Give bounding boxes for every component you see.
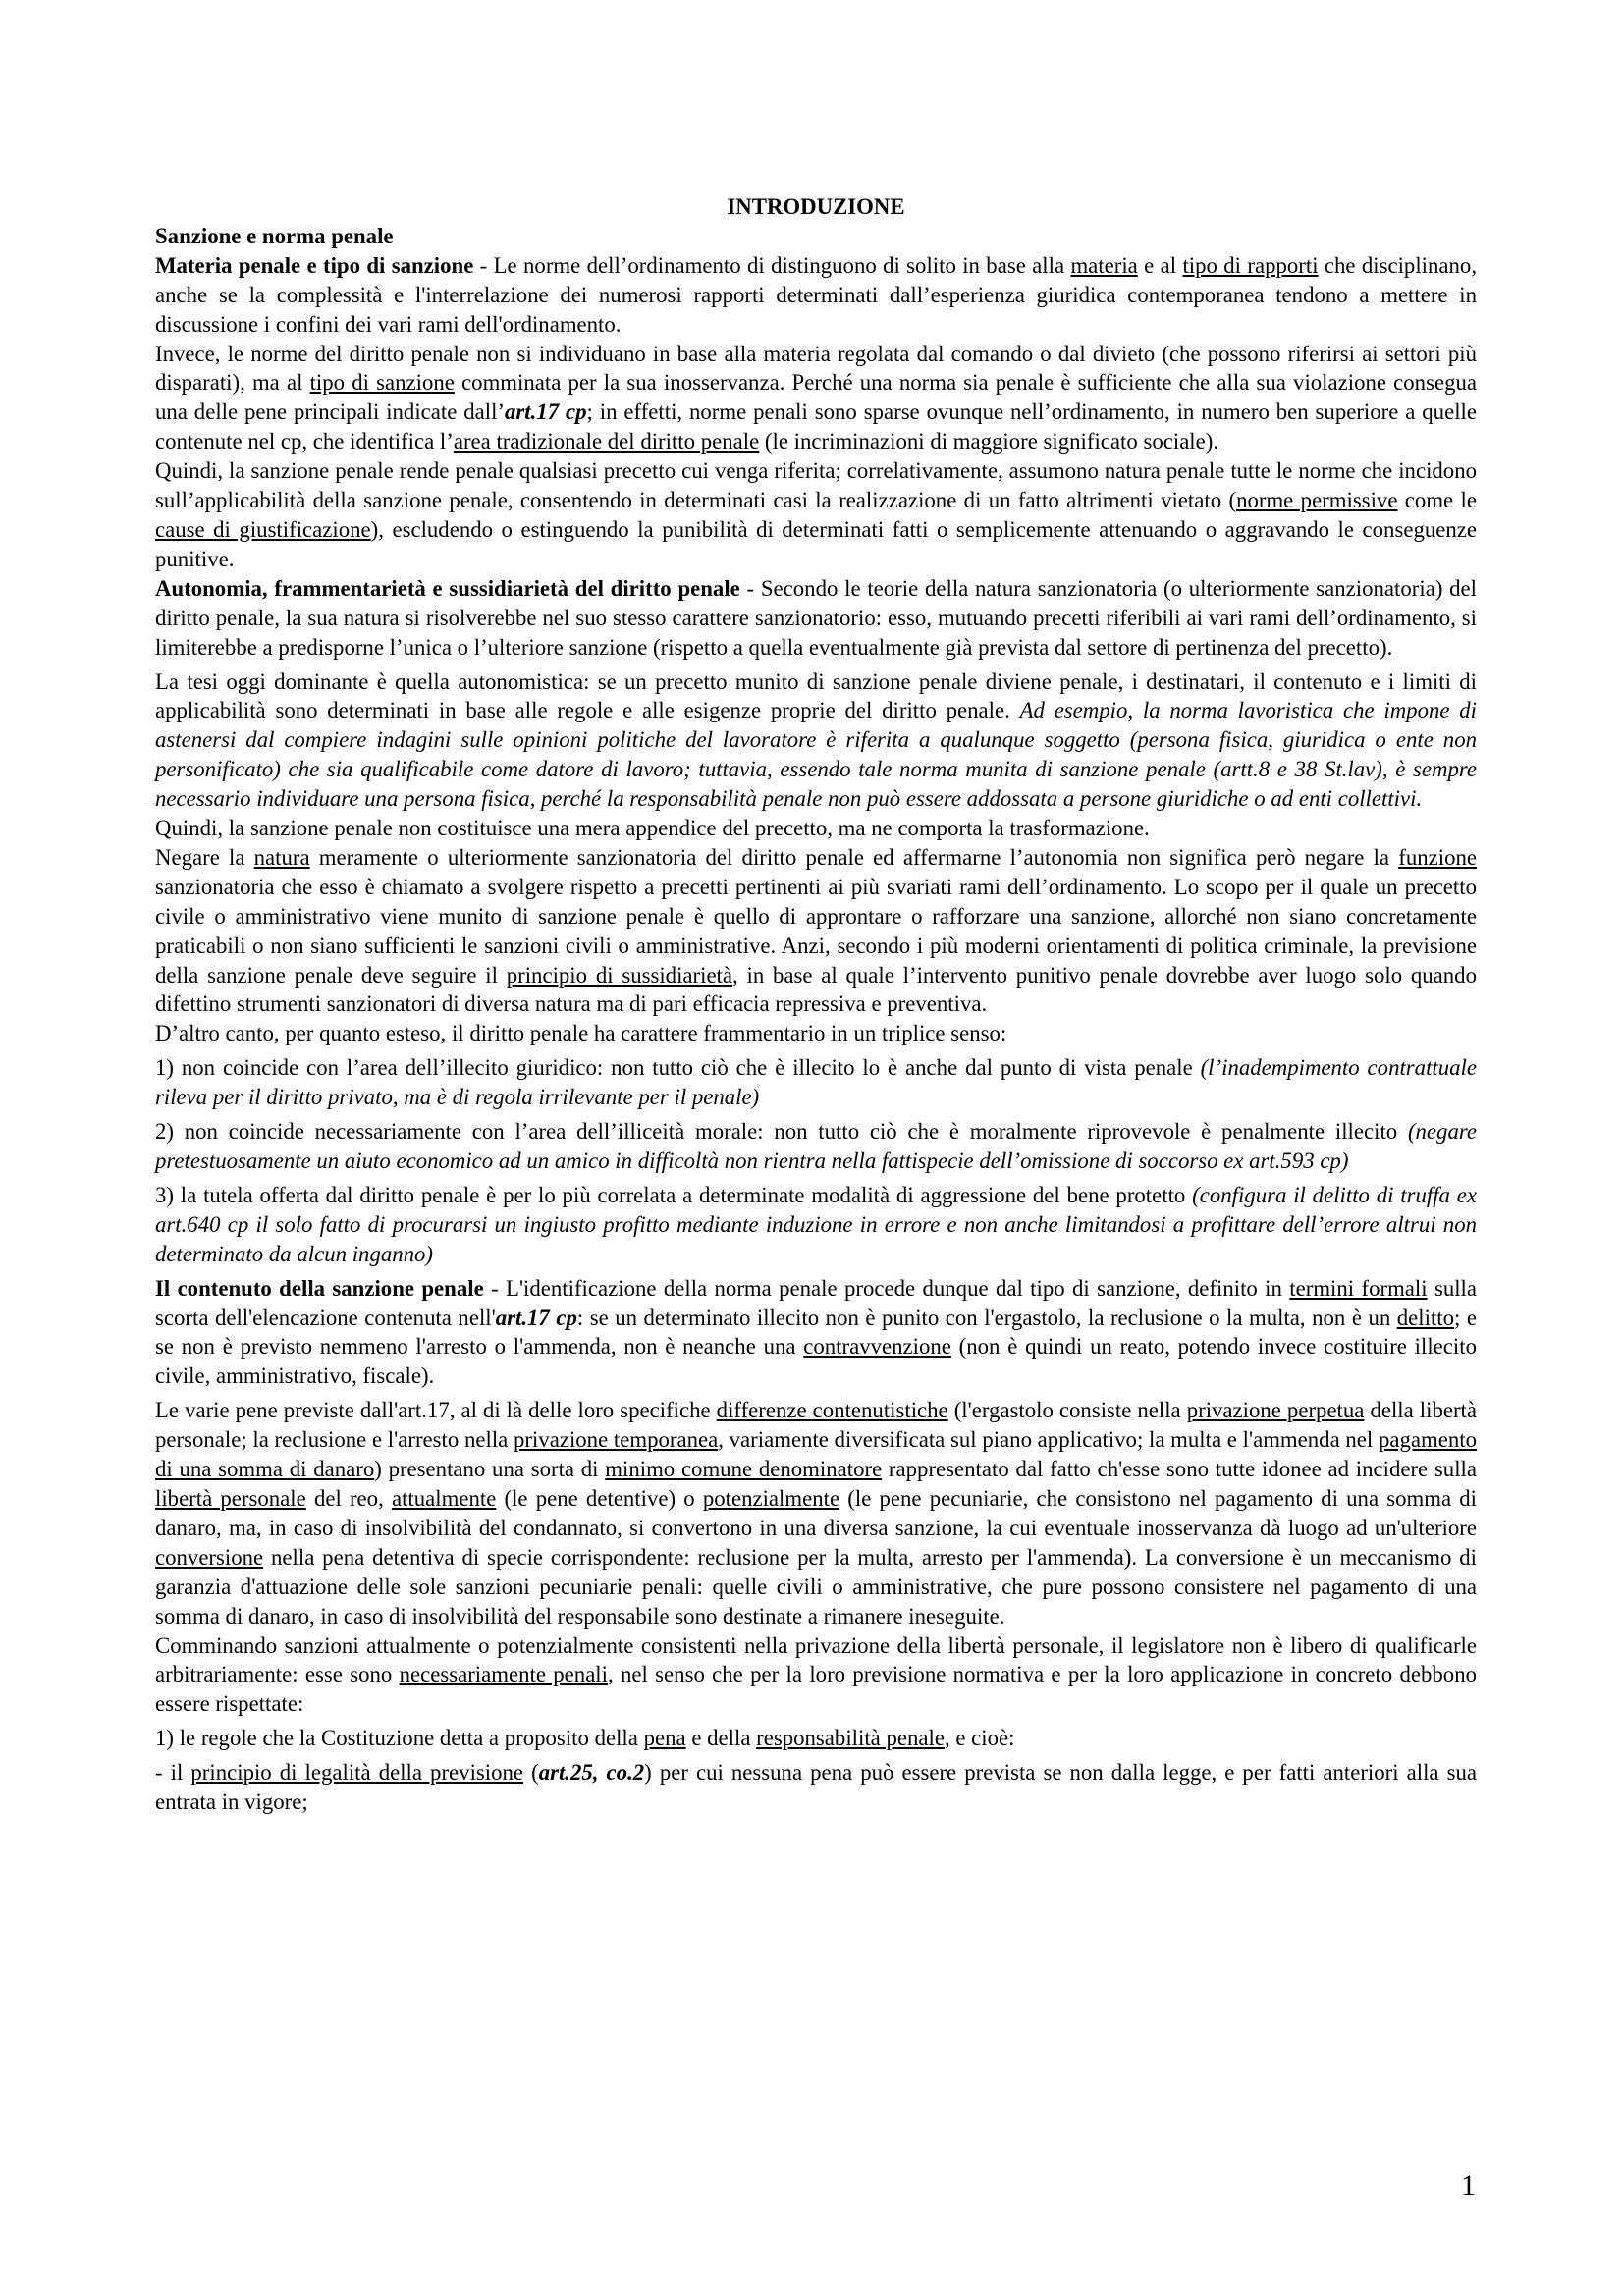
underlined-term: libertà personale xyxy=(155,1485,306,1511)
text-run: ; in effetti, norme penali sono sparse ovunque nell’ordinamento, in numero ben superiore a quelle contenute nel cp, che identifica l’ xyxy=(155,400,1477,454)
item-1-regole-costituzione xyxy=(155,1724,1477,1753)
underlined-term: minimo comune denominatore xyxy=(605,1457,883,1482)
underlined-term: responsabilità penale xyxy=(756,1726,945,1751)
text-run: 2) non coincide necessariamente con l’area dell’illiceità morale: non tutto ciò che è moralmente riprovevole è penalmente illecito xyxy=(155,1119,1408,1145)
text-run: sulla scorta dell'elencazione contenuta nell' xyxy=(155,1275,1478,1330)
text-run: , nel senso che per la loro previsione normativa e per la loro applicazione in concreto debbono essere rispettate: xyxy=(155,1662,1477,1717)
text-run: come le xyxy=(1397,488,1477,513)
text-run: e della xyxy=(685,1726,757,1751)
page-content xyxy=(155,192,1477,1817)
text-run: La tesi oggi dominante è quella autonomistica: se un precetto munito di sanzione penale diviene penale, i destinatari, il contenuto e i limiti di applicabilità sono determinati in base alle regole e alle esigenze proprie del diritto penale. xyxy=(155,668,1477,723)
underlined-term: attualmente xyxy=(391,1485,497,1511)
underlined-term: pagamento di una somma di danaro xyxy=(155,1427,1477,1482)
text-run: (le pene detentive) o xyxy=(496,1485,703,1511)
para-autonomia xyxy=(155,574,1477,663)
text-run: ) per cui nessuna pena può essere prevista se non dalla legge, e per fatti anteriori alla sua entrata in vigore; xyxy=(155,1760,1478,1815)
underlined-term: conversione xyxy=(155,1544,264,1570)
text-run: Invece, le norme del diritto penale non si individuano in base alla materia regolata dal comando o dal divieto (che possono riferirsi ai settori più disparati), ma al xyxy=(155,341,1477,396)
para-diritto-penale-sanzione xyxy=(155,340,1477,457)
underlined-term: pena xyxy=(643,1726,686,1751)
text-run: meramente o ulteriormente sanzionatoria del diritto penale ed affermarne l’autonomia non significa però negare la xyxy=(309,844,1399,870)
text-run: : se un determinato illecito non è punito con l'ergastolo, la reclusione o la multa, non è un xyxy=(576,1305,1397,1330)
text-run: ), escludendo o estinguendo la punibilità di determinati fatti o semplicemente attenuando o aggravando le conseguenze punitive. xyxy=(155,516,1477,571)
para-varie-pene xyxy=(155,1396,1477,1630)
underlined-term: principio di sussidiarietà xyxy=(506,962,733,988)
text-run: Le varie pene previste dall'art.17, al di là delle loro specifiche xyxy=(155,1398,717,1423)
section-heading: Sanzione e norma penale xyxy=(155,223,394,248)
underlined-term: funzione xyxy=(1398,844,1477,870)
text-run: sanzionatoria che esso è chiamato a svolgere rispetto a precetti pertinenti ai più svariati rami dell’ordinamento. Lo scopo per il quale un precetto civile o amministrativo viene munito di sanzione penale è quello di approntare o rafforzare una sanzione, allorché non siano concretamente praticabili o non siano sufficienti le sanzioni civili o amministrative. Anzi, secondo i più moderni orientamenti di politica criminale, la previsione della sanzione penale deve seguire il xyxy=(155,874,1477,988)
para-frammentario xyxy=(155,1019,1477,1048)
text-run: , in base al quale l’intervento punitivo penale dovrebbe aver luogo solo quando difettino strumenti sanzionatori di diversa natura ma di pari efficacia repressiva e preventiva. xyxy=(155,962,1477,1017)
text-run: rappresentato dal fatto ch'esse sono tutte idonee ad incidere sulla xyxy=(882,1457,1477,1482)
inline-heading: Il contenuto della sanzione penale xyxy=(155,1275,484,1301)
italic-run: (l’inadempimento contrattuale rileva per il diritto privato, ma è di regola irrilevante per il penale) xyxy=(155,1055,1477,1110)
underlined-term: materia xyxy=(1070,252,1138,278)
text-run: (l'ergastolo consiste nella xyxy=(947,1398,1187,1423)
text-run: Quindi, la sanzione penale non costituisce una mera appendice del precetto, ma ne comporta la trasformazione. xyxy=(155,816,1150,841)
text-run: ; e se non è previsto nemmeno l'arresto o l'ammenda, non è neanche una xyxy=(155,1305,1477,1360)
text-run: , variamente diversificata sul piano applicativo; la multa e l'ammenda nel xyxy=(718,1427,1379,1453)
item-3-tutela xyxy=(155,1181,1477,1269)
para-natura-funzione xyxy=(155,843,1477,1019)
item-1-illecito-giuridico xyxy=(155,1053,1477,1112)
para-materia-penale xyxy=(155,251,1477,340)
text-run: (le pene pecuniarie, che consistono nel pagamento di una somma di danaro, ma, in caso di insolvibilità del condannato, si convertono in una diversa sanzione, la cui eventuale inosservanza dà luogo ad un'ulteriore xyxy=(155,1485,1478,1540)
body-text xyxy=(155,251,1477,1817)
page-number: 1 xyxy=(1461,2169,1476,2202)
para-comminando xyxy=(155,1631,1477,1720)
underlined-term: area tradizionale del diritto penale xyxy=(453,429,760,454)
underlined-term: natura xyxy=(253,844,310,870)
text-run: 1) non coincide con l’area dell’illecito giuridico: non tutto ciò che è illecito lo è anche dal punto di vista penale xyxy=(155,1055,1201,1081)
text-run: - il xyxy=(155,1760,191,1786)
reference-run: art.17 cp xyxy=(495,1305,577,1330)
italic-run: Ad esempio, la norma lavoristica che impone di astenersi dal compiere indagini sulle opinioni politiche del lavoratore è riferita a qualunque soggetto (persona fisica, giuridica o ente non personificato) che sia qualificabile come datore di lavoro; tuttavia, essendo tale norma munita di sanzione penale (artt.8 e 38 St.lav), è sempre necessario individuare una persona fisica, perché la responsabilità penale non può essere addossata a persone giuridiche o ad enti collettivi. xyxy=(155,698,1477,812)
underlined-term: differenze contenutistiche xyxy=(716,1398,948,1423)
text-run: - Secondo le teorie della natura sanzionatoria (o ulteriormente sanzionatoria) del diritto penale, la sua natura si risolverebbe nel suo stesso carattere sanzionatorio: esso, mutuando precetti riferibili ai vari rami dell’ordinamento, si limiterebbe a predisporne l’unica o l’ulteriore sanzione (rispetto a quella eventualmente già prevista dal settore di pertinenza del precetto). xyxy=(155,575,1478,660)
underlined-term: tipo di rapporti xyxy=(1182,252,1319,278)
text-run: della libertà personale; la reclusione e l'arresto nella xyxy=(155,1398,1478,1453)
text-run: ( xyxy=(523,1760,539,1786)
underlined-term: termini formali xyxy=(1289,1275,1428,1301)
text-run: del reo, xyxy=(305,1485,392,1511)
para-tesi-autonomistica xyxy=(155,667,1477,815)
reference-run: art.17 cp xyxy=(505,400,587,425)
text-run: Comminando sanzioni attualmente o potenzialmente consistenti nella privazione della libertà personale, il legislatore non è libero di qualificarle arbitrariamente: esse sono xyxy=(155,1632,1477,1687)
underlined-term: norme permissive xyxy=(1236,488,1398,513)
text-run: Quindi, la sanzione penale rende penale qualsiasi precetto cui venga riferita; correlativamente, assumono natura penale tutte le norme che incidono sull’applicabilità della sanzione penale, consentendo in determinati casi la realizzazione di un fatto altrimenti vietato ( xyxy=(155,458,1477,513)
document-title: INTRODUZIONE xyxy=(727,194,905,219)
inline-heading: Materia penale e tipo di sanzione xyxy=(155,252,474,278)
underlined-term: potenzialmente xyxy=(702,1485,840,1511)
text-run: Negare la xyxy=(155,844,254,870)
text-run: - L'identificazione della norma penale procede dunque dal tipo di sanzione, definito in xyxy=(483,1275,1290,1301)
para-non-appendice xyxy=(155,814,1477,843)
underlined-term: principio di legalità della previsione xyxy=(190,1760,524,1786)
underlined-term: necessariamente penali xyxy=(399,1662,608,1687)
inline-heading: Autonomia, frammentarietà e sussidiarietà del diritto penale xyxy=(155,575,740,601)
text-run: , e cioè: xyxy=(944,1726,1015,1751)
underlined-term: privazione perpetua xyxy=(1186,1398,1365,1423)
text-run: nella pena detentiva di specie corrispondente: reclusione per la multa, arresto per l'ammenda). La conversione è un meccanismo di garanzia d'attuazione delle sole sanzioni pecuniarie penali: quelle civili o amministrative, che pure possono consistere nel pagamento di una somma di danaro, in caso di insolvibilità del responsabile sono destinate a rimanere ineseguite. xyxy=(155,1544,1477,1629)
text-run: - Le norme dell’ordinamento di distinguono di solito in base alla xyxy=(473,252,1071,278)
text-run: (le incriminazioni di maggiore significato sociale). xyxy=(759,429,1219,454)
text-run: comminata per la sua inosservanza. Perché una norma sia penale è sufficiente che alla sua violazione consegua una delle pene principali indicate dall’ xyxy=(155,370,1477,425)
para-sanzione-penale xyxy=(155,456,1477,574)
text-run: che disciplinano, anche se la complessità e l'interrelazione dei numerosi rapporti determinati dall’esperienza giuridica contemporanea tendono a mettere in discussione i confini dei vari rami dell'ordinamento. xyxy=(155,252,1478,337)
text-run: ) presentano una sorta di xyxy=(374,1457,606,1482)
underlined-term: contravvenzione xyxy=(803,1334,951,1360)
item-principio-legalita xyxy=(155,1758,1477,1817)
underlined-term: delitto xyxy=(1396,1305,1455,1330)
text-run: D’altro canto, per quanto esteso, il diritto penale ha carattere frammentario in un triplice senso: xyxy=(155,1021,1007,1046)
text-run: 1) le regole che la Costituzione detta a proposito della xyxy=(155,1726,644,1751)
item-2-illiceita-morale xyxy=(155,1117,1477,1176)
text-run: e al xyxy=(1137,252,1183,278)
text-run: (non è quindi un reato, potendo invece costituire illecito civile, amministrativo, fiscale). xyxy=(155,1334,1477,1389)
underlined-term: privazione temporanea xyxy=(513,1427,719,1453)
italic-run: (negare pretestuosamente un aiuto economico ad un amico in difficoltà non rientra nella fattispecie dell’omissione di soccorso ex art.593 cp) xyxy=(155,1119,1477,1173)
italic-run: (configura il delitto di truffa ex art.640 cp il solo fatto di procurarsi un ingiusto profitto mediante induzione in errore e non anche limitandosi a profittare dell’errore altrui non determinato da alcun inganno) xyxy=(155,1182,1477,1266)
underlined-term: cause di giustificazione xyxy=(155,516,371,542)
reference-run: art.25, co.2 xyxy=(538,1760,645,1786)
underlined-term: tipo di sanzione xyxy=(309,370,455,396)
text-run: 3) la tutela offerta dal diritto penale è per lo più correlata a determinate modalità di aggressione del bene protetto xyxy=(155,1182,1193,1207)
para-contenuto-sanzione xyxy=(155,1274,1477,1392)
